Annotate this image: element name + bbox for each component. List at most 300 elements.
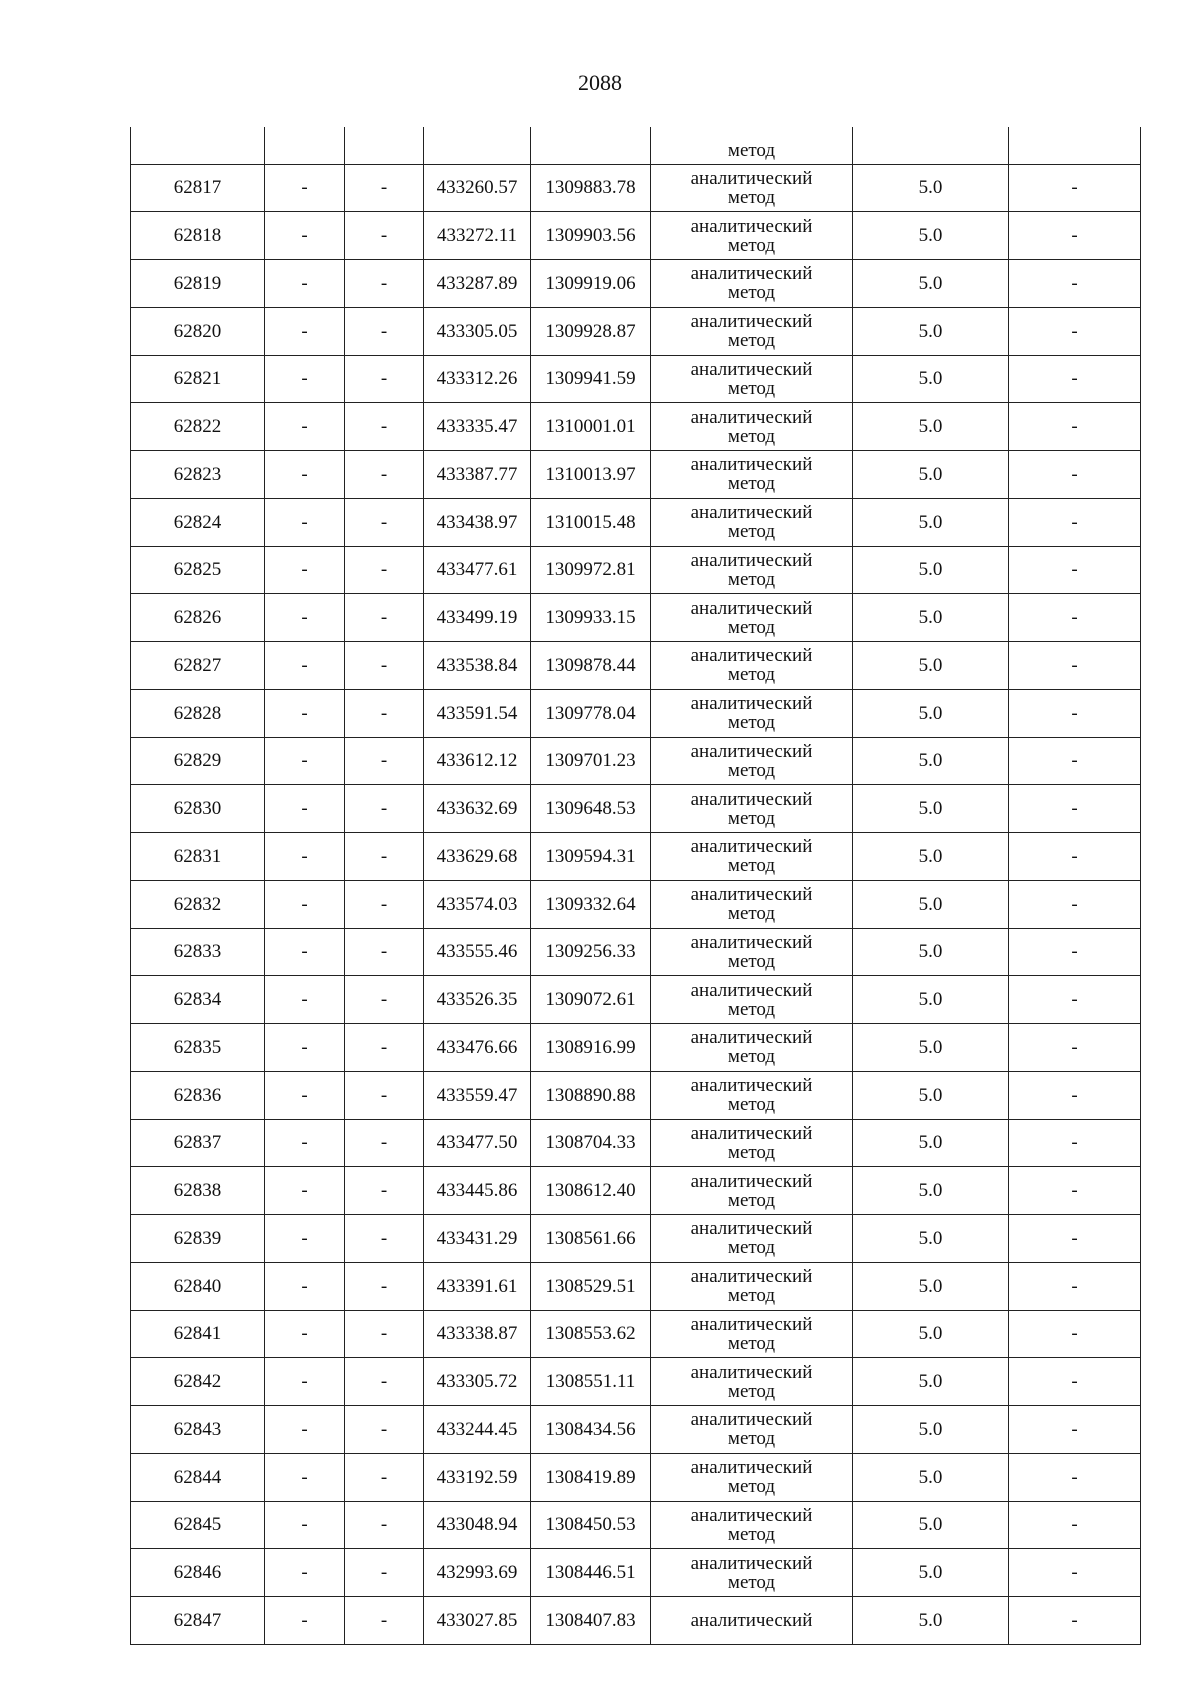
cell-id: 62822 xyxy=(131,403,265,451)
cell-method xyxy=(651,451,853,499)
table-row xyxy=(131,833,1141,881)
method-line: метод xyxy=(727,1094,776,1116)
cell-accuracy: 5.0 xyxy=(853,546,1009,594)
cell-col2: - xyxy=(265,403,345,451)
cell-col3: - xyxy=(345,451,424,499)
method-line: метод xyxy=(727,377,776,399)
method-line: метод xyxy=(727,855,776,877)
cell-y: 1309072.61 xyxy=(531,976,651,1024)
cell-x: 433335.47 xyxy=(424,403,531,451)
cell-y xyxy=(531,127,651,164)
cell-method xyxy=(651,737,853,785)
cell-method xyxy=(651,498,853,546)
method-line: аналитический xyxy=(690,358,813,380)
cell-col3: - xyxy=(345,1071,424,1119)
cell-accuracy: 5.0 xyxy=(853,212,1009,260)
cell-col8: - xyxy=(1009,355,1141,403)
method-line: аналитический xyxy=(690,931,813,953)
cell-x: 433499.19 xyxy=(424,594,531,642)
cell-col2: - xyxy=(265,976,345,1024)
method-line: метод xyxy=(727,282,776,304)
cell-method xyxy=(651,307,853,355)
cell-y: 1309778.04 xyxy=(531,689,651,737)
cell-id: 62847 xyxy=(131,1597,265,1645)
cell-x: 433431.29 xyxy=(424,1215,531,1263)
cell-col2: - xyxy=(265,546,345,594)
cell-y: 1308612.40 xyxy=(531,1167,651,1215)
table-row xyxy=(131,164,1141,212)
cell-col2: - xyxy=(265,164,345,212)
method-line: метод xyxy=(727,330,776,352)
table-row xyxy=(131,1262,1141,1310)
cell-id: 62818 xyxy=(131,212,265,260)
cell-col2: - xyxy=(265,1262,345,1310)
method-line: аналитический xyxy=(690,549,813,571)
cell-accuracy: 5.0 xyxy=(853,1262,1009,1310)
cell-col8: - xyxy=(1009,594,1141,642)
method-line: аналитический xyxy=(690,1504,813,1526)
cell-id: 62823 xyxy=(131,451,265,499)
method-line: аналитический xyxy=(690,1552,813,1574)
cell-y: 1309928.87 xyxy=(531,307,651,355)
cell-col2 xyxy=(265,127,345,164)
cell-accuracy: 5.0 xyxy=(853,1024,1009,1072)
cell-accuracy: 5.0 xyxy=(853,880,1009,928)
cell-accuracy: 5.0 xyxy=(853,1358,1009,1406)
cell-id: 62843 xyxy=(131,1406,265,1454)
method-line: аналитический xyxy=(690,502,813,524)
method-line: аналитический xyxy=(690,1122,813,1144)
method-line: аналитический xyxy=(690,167,813,189)
cell-accuracy: 5.0 xyxy=(853,1167,1009,1215)
table-row xyxy=(131,689,1141,737)
cell-x: 433244.45 xyxy=(424,1406,531,1454)
method-line: аналитический xyxy=(690,1266,813,1288)
cell-col2: - xyxy=(265,212,345,260)
method-line: аналитический xyxy=(690,1409,813,1431)
cell-accuracy: 5.0 xyxy=(853,1215,1009,1263)
table-row xyxy=(131,1071,1141,1119)
cell-x: 433477.50 xyxy=(424,1119,531,1167)
cell-col3: - xyxy=(345,1310,424,1358)
cell-id: 62820 xyxy=(131,307,265,355)
cell-col2: - xyxy=(265,880,345,928)
cell-col2: - xyxy=(265,498,345,546)
cell-id: 62834 xyxy=(131,976,265,1024)
cell-y: 1308446.51 xyxy=(531,1549,651,1597)
method-line: аналитический xyxy=(690,406,813,428)
cell-col2: - xyxy=(265,1453,345,1501)
cell-x: 432993.69 xyxy=(424,1549,531,1597)
cell-col3: - xyxy=(345,976,424,1024)
cell-col3: - xyxy=(345,642,424,690)
cell-col2: - xyxy=(265,355,345,403)
cell-id: 62827 xyxy=(131,642,265,690)
cell-col3: - xyxy=(345,737,424,785)
cell-col3: - xyxy=(345,689,424,737)
cell-y: 1309594.31 xyxy=(531,833,651,881)
cell-method xyxy=(651,1597,853,1645)
cell-col2: - xyxy=(265,451,345,499)
cell-accuracy: 5.0 xyxy=(853,1501,1009,1549)
table-row xyxy=(131,880,1141,928)
cell-y: 1308450.53 xyxy=(531,1501,651,1549)
table-row xyxy=(131,403,1141,451)
cell-col2: - xyxy=(265,1071,345,1119)
cell-col3: - xyxy=(345,1358,424,1406)
cell-col8: - xyxy=(1009,1453,1141,1501)
cell-x: 433629.68 xyxy=(424,833,531,881)
table-row xyxy=(131,1024,1141,1072)
cell-accuracy: 5.0 xyxy=(853,1453,1009,1501)
cell-col8: - xyxy=(1009,642,1141,690)
cell-accuracy: 5.0 xyxy=(853,594,1009,642)
cell-x: 433387.77 xyxy=(424,451,531,499)
cell-accuracy: 5.0 xyxy=(853,1071,1009,1119)
table-row xyxy=(131,451,1141,499)
cell-x: 433538.84 xyxy=(424,642,531,690)
cell-accuracy: 5.0 xyxy=(853,833,1009,881)
cell-y: 1308916.99 xyxy=(531,1024,651,1072)
coordinates-table xyxy=(130,127,1141,1645)
method-line: метод xyxy=(727,807,776,829)
cell-x: 433305.72 xyxy=(424,1358,531,1406)
method-line: аналитический xyxy=(690,1609,813,1631)
method-line: аналитический xyxy=(690,1313,813,1335)
cell-x: 433048.94 xyxy=(424,1501,531,1549)
cell-x: 433305.05 xyxy=(424,307,531,355)
cell-col3: - xyxy=(345,594,424,642)
cell-col2: - xyxy=(265,1024,345,1072)
method-line: аналитический xyxy=(690,740,813,762)
cell-method xyxy=(651,1119,853,1167)
cell-col8: - xyxy=(1009,833,1141,881)
cell-id: 62837 xyxy=(131,1119,265,1167)
method-line: метод xyxy=(727,473,776,495)
cell-col2: - xyxy=(265,1501,345,1549)
cell-y: 1309332.64 xyxy=(531,880,651,928)
cell-accuracy: 5.0 xyxy=(853,260,1009,308)
cell-method xyxy=(651,1215,853,1263)
cell-col8: - xyxy=(1009,1310,1141,1358)
cell-method xyxy=(651,164,853,212)
table-row xyxy=(131,1453,1141,1501)
cell-col2: - xyxy=(265,1358,345,1406)
cell-id: 62845 xyxy=(131,1501,265,1549)
cell-id: 62817 xyxy=(131,164,265,212)
cell-accuracy: 5.0 xyxy=(853,689,1009,737)
page-number: 2088 xyxy=(578,70,622,95)
cell-method xyxy=(651,1024,853,1072)
cell-x: 433555.46 xyxy=(424,928,531,976)
cell-col2: - xyxy=(265,833,345,881)
cell-x: 433391.61 xyxy=(424,1262,531,1310)
method-line: метод xyxy=(727,664,776,686)
cell-accuracy: 5.0 xyxy=(853,737,1009,785)
method-line: аналитический xyxy=(690,788,813,810)
cell-y: 1308561.66 xyxy=(531,1215,651,1263)
cell-method xyxy=(651,642,853,690)
method-line: аналитический xyxy=(690,884,813,906)
cell-y: 1309256.33 xyxy=(531,928,651,976)
cell-id: 62835 xyxy=(131,1024,265,1072)
cell-col3: - xyxy=(345,164,424,212)
cell-y: 1308419.89 xyxy=(531,1453,651,1501)
cell-accuracy: 5.0 xyxy=(853,976,1009,1024)
table-row xyxy=(131,1310,1141,1358)
cell-col8: - xyxy=(1009,928,1141,976)
cell-x: 433477.61 xyxy=(424,546,531,594)
cell-col8: - xyxy=(1009,1597,1141,1645)
cell-accuracy xyxy=(853,127,1009,164)
cell-col2: - xyxy=(265,307,345,355)
cell-id: 62838 xyxy=(131,1167,265,1215)
method-line: метод xyxy=(727,1189,776,1211)
method-line: метод xyxy=(727,998,776,1020)
cell-id: 62844 xyxy=(131,1453,265,1501)
cell-col2: - xyxy=(265,689,345,737)
cell-id: 62841 xyxy=(131,1310,265,1358)
cell-col8: - xyxy=(1009,260,1141,308)
cell-accuracy: 5.0 xyxy=(853,403,1009,451)
table-row xyxy=(131,1358,1141,1406)
cell-x: 433632.69 xyxy=(424,785,531,833)
table-row xyxy=(131,785,1141,833)
method-line: метод xyxy=(727,616,776,638)
method-line: метод xyxy=(727,1523,776,1545)
table-row xyxy=(131,498,1141,546)
cell-accuracy: 5.0 xyxy=(853,451,1009,499)
cell-col3: - xyxy=(345,1501,424,1549)
table-row xyxy=(131,1406,1141,1454)
cell-col3: - xyxy=(345,1119,424,1167)
cell-id: 62830 xyxy=(131,785,265,833)
cell-y: 1309919.06 xyxy=(531,260,651,308)
cell-col3: - xyxy=(345,833,424,881)
cell-x: 433287.89 xyxy=(424,260,531,308)
method-line: аналитический xyxy=(690,1027,813,1049)
cell-col2: - xyxy=(265,1310,345,1358)
method-line: метод xyxy=(727,1237,776,1259)
cell-col3: - xyxy=(345,928,424,976)
cell-y: 1308704.33 xyxy=(531,1119,651,1167)
cell-col2: - xyxy=(265,1597,345,1645)
cell-method xyxy=(651,1262,853,1310)
cell-y: 1308434.56 xyxy=(531,1406,651,1454)
cell-col8: - xyxy=(1009,546,1141,594)
cell-id: 62836 xyxy=(131,1071,265,1119)
method-line: метод xyxy=(727,1476,776,1498)
cell-col3: - xyxy=(345,355,424,403)
cell-id: 62831 xyxy=(131,833,265,881)
cell-col8: - xyxy=(1009,164,1141,212)
cell-method xyxy=(651,1358,853,1406)
cell-col8: - xyxy=(1009,1024,1141,1072)
cell-col3 xyxy=(345,127,424,164)
method-line: аналитический xyxy=(690,645,813,667)
cell-col8: - xyxy=(1009,1071,1141,1119)
cell-method xyxy=(651,546,853,594)
cell-id: 62839 xyxy=(131,1215,265,1263)
cell-col8: - xyxy=(1009,1167,1141,1215)
cell-col3: - xyxy=(345,546,424,594)
method-line: метод xyxy=(727,1141,776,1163)
cell-x xyxy=(424,127,531,164)
cell-x: 433027.85 xyxy=(424,1597,531,1645)
cell-col3: - xyxy=(345,785,424,833)
cell-x: 433438.97 xyxy=(424,498,531,546)
cell-accuracy: 5.0 xyxy=(853,498,1009,546)
cell-y: 1310015.48 xyxy=(531,498,651,546)
cell-col3: - xyxy=(345,1167,424,1215)
cell-col3: - xyxy=(345,307,424,355)
cell-id: 62842 xyxy=(131,1358,265,1406)
cell-y: 1309941.59 xyxy=(531,355,651,403)
cell-method xyxy=(651,785,853,833)
method-line: метод xyxy=(727,1428,776,1450)
cell-y: 1310013.97 xyxy=(531,451,651,499)
method-line: метод xyxy=(727,568,776,590)
cell-col8: - xyxy=(1009,689,1141,737)
cell-id: 62826 xyxy=(131,594,265,642)
cell-col2: - xyxy=(265,1549,345,1597)
cell-col8: - xyxy=(1009,1215,1141,1263)
cell-col8: - xyxy=(1009,1501,1141,1549)
table-row xyxy=(131,928,1141,976)
cell-col8: - xyxy=(1009,880,1141,928)
cell-method xyxy=(651,1501,853,1549)
table-row xyxy=(131,307,1141,355)
cell-col2: - xyxy=(265,642,345,690)
table-row xyxy=(131,355,1141,403)
cell-method xyxy=(651,880,853,928)
cell-col3: - xyxy=(345,1597,424,1645)
method-line: метод xyxy=(727,234,776,256)
method-line: метод xyxy=(727,950,776,972)
cell-accuracy: 5.0 xyxy=(853,1406,1009,1454)
table-row-continuation xyxy=(131,127,1141,164)
table-row xyxy=(131,546,1141,594)
table-body xyxy=(131,127,1141,1644)
cell-col8: - xyxy=(1009,976,1141,1024)
cell-col3: - xyxy=(345,1549,424,1597)
cell-y: 1309878.44 xyxy=(531,642,651,690)
cell-col8: - xyxy=(1009,451,1141,499)
table-row xyxy=(131,1119,1141,1167)
method-line: аналитический xyxy=(690,1457,813,1479)
table-row xyxy=(131,1215,1141,1263)
cell-col2: - xyxy=(265,785,345,833)
cell-y: 1309648.53 xyxy=(531,785,651,833)
table-row xyxy=(131,1549,1141,1597)
cell-col2: - xyxy=(265,1119,345,1167)
cell-col2: - xyxy=(265,594,345,642)
cell-y: 1308551.11 xyxy=(531,1358,651,1406)
cell-col8: - xyxy=(1009,737,1141,785)
method-line: аналитический xyxy=(690,1170,813,1192)
cell-method xyxy=(651,833,853,881)
cell-x: 433338.87 xyxy=(424,1310,531,1358)
cell-col2: - xyxy=(265,260,345,308)
cell-accuracy: 5.0 xyxy=(853,1597,1009,1645)
cell-col3: - xyxy=(345,1262,424,1310)
cell-y: 1309701.23 xyxy=(531,737,651,785)
cell-col2: - xyxy=(265,928,345,976)
cell-col8: - xyxy=(1009,785,1141,833)
method-line: аналитический xyxy=(690,979,813,1001)
cell-col3: - xyxy=(345,498,424,546)
cell-col8 xyxy=(1009,127,1141,164)
cell-method xyxy=(651,1167,853,1215)
cell-x: 433192.59 xyxy=(424,1453,531,1501)
cell-x: 433612.12 xyxy=(424,737,531,785)
method-line: аналитический xyxy=(690,263,813,285)
cell-col3: - xyxy=(345,1024,424,1072)
table-row xyxy=(131,1167,1141,1215)
cell-id: 62821 xyxy=(131,355,265,403)
cell-col8: - xyxy=(1009,403,1141,451)
cell-accuracy: 5.0 xyxy=(853,1310,1009,1358)
method-line: метод xyxy=(727,1571,776,1593)
cell-col8: - xyxy=(1009,498,1141,546)
cell-method xyxy=(651,1549,853,1597)
method-line: метод xyxy=(727,759,776,781)
cell-x: 433312.26 xyxy=(424,355,531,403)
method-line: аналитический xyxy=(690,1361,813,1383)
cell-id: 62825 xyxy=(131,546,265,594)
cell-col2: - xyxy=(265,737,345,785)
cell-method xyxy=(651,1406,853,1454)
cell-y: 1309972.81 xyxy=(531,546,651,594)
cell-x: 433476.66 xyxy=(424,1024,531,1072)
cell-x: 433526.35 xyxy=(424,976,531,1024)
cell-col3: - xyxy=(345,403,424,451)
cell-x: 433445.86 xyxy=(424,1167,531,1215)
cell-col3: - xyxy=(345,212,424,260)
cell-col8: - xyxy=(1009,212,1141,260)
cell-method: метод xyxy=(651,127,853,164)
method-line: метод xyxy=(727,712,776,734)
method-line: аналитический xyxy=(690,597,813,619)
table-row xyxy=(131,737,1141,785)
cell-method xyxy=(651,212,853,260)
cell-col8: - xyxy=(1009,1549,1141,1597)
table-row xyxy=(131,212,1141,260)
cell-x: 433591.54 xyxy=(424,689,531,737)
cell-accuracy: 5.0 xyxy=(853,355,1009,403)
cell-col3: - xyxy=(345,1453,424,1501)
method-line: метод xyxy=(727,1285,776,1307)
method-line: метод xyxy=(727,1046,776,1068)
cell-accuracy: 5.0 xyxy=(853,164,1009,212)
cell-method xyxy=(651,1071,853,1119)
cell-col8: - xyxy=(1009,307,1141,355)
cell-accuracy: 5.0 xyxy=(853,307,1009,355)
cell-accuracy: 5.0 xyxy=(853,785,1009,833)
cell-col8: - xyxy=(1009,1119,1141,1167)
table-row xyxy=(131,594,1141,642)
table-row xyxy=(131,976,1141,1024)
cell-method xyxy=(651,594,853,642)
cell-col2: - xyxy=(265,1167,345,1215)
cell-col3: - xyxy=(345,1215,424,1263)
cell-id: 62833 xyxy=(131,928,265,976)
cell-y: 1310001.01 xyxy=(531,403,651,451)
cell-accuracy: 5.0 xyxy=(853,1119,1009,1167)
method-line: аналитический xyxy=(690,1218,813,1240)
method-line: метод xyxy=(727,425,776,447)
cell-x: 433559.47 xyxy=(424,1071,531,1119)
